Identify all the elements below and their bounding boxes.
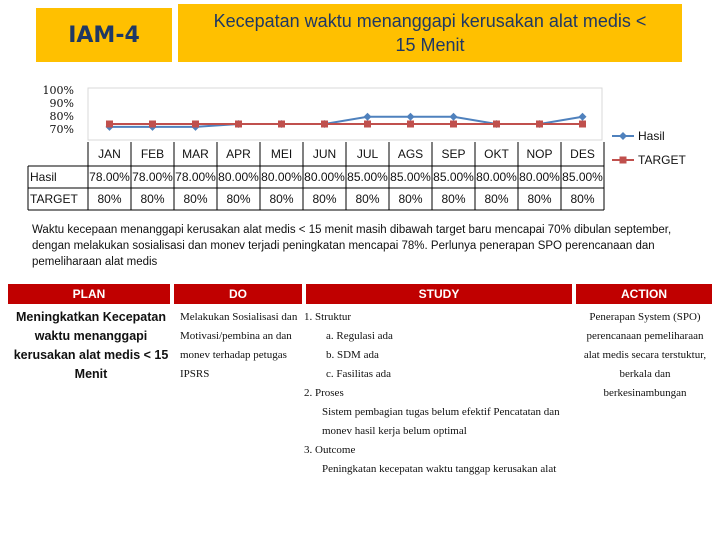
table-row-header: TARGET (30, 192, 78, 206)
data-label: 78.00% (175, 170, 216, 184)
study-subitem: b. SDM ada (326, 349, 379, 361)
study-subitem: a. Regulasi ada (326, 330, 393, 342)
analysis-note: Waktu kecepaan menanggapi kerusakan alat medis < 15 menit masih dibawah target baru mencapai 70% dibulan september, dengan melakukan sosialisasi dan monev terjadi peningkatan mencapai 78%. Perlunya penerapan SPO perencanaan dan pemeliharaan alat medis (32, 224, 672, 268)
target-point (321, 121, 328, 128)
target-point (364, 121, 371, 128)
data-label: 78.00% (132, 170, 173, 184)
data-label: 80% (140, 192, 165, 206)
legend-marker (619, 132, 627, 140)
data-label: 80% (527, 192, 552, 206)
data-label: 80% (570, 192, 595, 206)
do-header: DO (174, 284, 302, 304)
indicator-code: IAM-4 (36, 8, 172, 62)
x-tick-label: NOP (526, 147, 553, 161)
y-tick-label: 80% (49, 110, 74, 123)
x-tick-label: AGS (397, 147, 424, 161)
data-label: 80% (441, 192, 466, 206)
target-point (450, 121, 457, 128)
x-tick-label: APR (226, 147, 251, 161)
data-label: 80% (226, 192, 251, 206)
table-row-header: Hasil (30, 170, 57, 184)
legend-label: TARGET (638, 153, 686, 167)
plot-area (88, 88, 602, 140)
y-tick-label: 70% (49, 123, 74, 136)
data-label: 80% (97, 192, 122, 206)
data-label: 78.00% (89, 170, 130, 184)
study-subitem: Sistem pembagian tugas belum efektif Pencatatan dan monev hasil kerja belum optimal (322, 406, 560, 437)
y-tick-label: 90% (49, 97, 74, 110)
x-tick-label: JAN (98, 147, 121, 161)
x-tick-label: OKT (484, 147, 509, 161)
x-tick-label: JUN (312, 147, 337, 161)
study-subitem: c. Fasilitas ada (326, 368, 392, 380)
data-label: 80.00% (476, 170, 517, 184)
study-header: STUDY (306, 284, 572, 304)
data-label: 80% (484, 192, 509, 206)
study-text (304, 308, 572, 479)
data-label: 80.00% (304, 170, 345, 184)
plan-text: Meningkatkan Kecepatan waktu menanggapi kerusakan alat medis < 15 Menit (13, 310, 169, 381)
study-item: 3. Outcome (304, 444, 356, 456)
target-point (278, 121, 285, 128)
data-label: 80.00% (261, 170, 302, 184)
x-tick-label: FEB (140, 147, 165, 161)
data-label: 80% (355, 192, 380, 206)
target-point (536, 121, 543, 128)
x-tick-label: DES (570, 147, 595, 161)
data-label: 85.00% (562, 170, 603, 184)
do-text: Melakukan Sosialisasi dan Motivasi/pembina an dan monev terhadap petugas IPSRS (180, 311, 298, 380)
study-subitem: Peningkatan kecepatan waktu tanggap kerusakan alat (322, 463, 557, 475)
plan-header: PLAN (8, 284, 170, 304)
data-label: 80.00% (218, 170, 259, 184)
study-item: 2. Proses (304, 387, 344, 399)
target-point (192, 121, 199, 128)
data-label: 80.00% (519, 170, 560, 184)
page-title: Kecepatan waktu menanggapi kerusakan alat medis < 15 Menit (178, 4, 682, 62)
x-tick-label: SEP (441, 147, 466, 161)
study-item: 1. Struktur (304, 311, 352, 323)
data-label: 85.00% (390, 170, 431, 184)
x-tick-label: MEI (270, 147, 293, 161)
legend-label: Hasil (638, 129, 665, 143)
target-point (407, 121, 414, 128)
data-label: 85.00% (433, 170, 474, 184)
data-label: 80% (312, 192, 337, 206)
line-chart (0, 0, 720, 220)
target-point (493, 121, 500, 128)
x-tick-label: MAR (182, 147, 209, 161)
action-text: Penerapan System (SPO) perencanaan pemeliharaan alat medis secara terstuktur, berkala dan berkesinambungan (583, 311, 707, 399)
y-tick-label: 100% (42, 84, 74, 97)
target-point (579, 121, 586, 128)
action-header: ACTION (576, 284, 712, 304)
x-tick-label: JUL (356, 147, 379, 161)
data-label: 80% (398, 192, 423, 206)
legend-marker (620, 157, 627, 164)
target-point (149, 121, 156, 128)
target-point (106, 121, 113, 128)
data-label: 85.00% (347, 170, 388, 184)
data-label: 80% (183, 192, 208, 206)
data-label: 80% (269, 192, 294, 206)
target-point (235, 121, 242, 128)
